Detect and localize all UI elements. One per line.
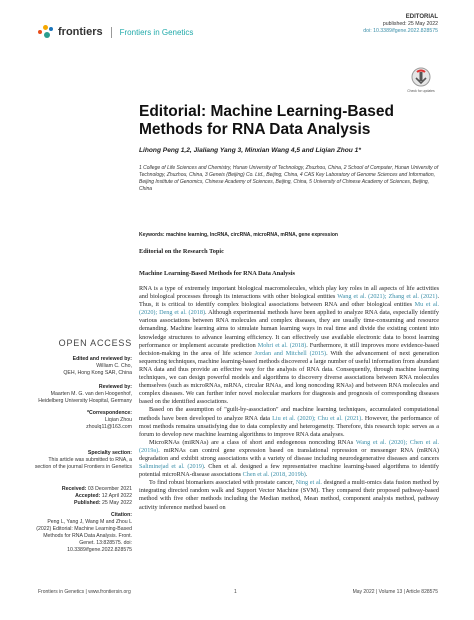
paragraph: MicroRNAs (miRNAs) are a class of short and endogenous noncoding RNAs Wang et al. (2020); Chen et al. (2019a). miRNAs can control gene expression based on translational repression or messenger RNA (mRNA) degradation and exhibit strong associations with a variety of disease including neurodegenerative diseases and cancers Saliminejad et al. (2019). Chen et al. designed a few representative machine learning-based algorithms to identify potential microRNA-disease associations Chen et al. (2018, 2019b). [139, 438, 439, 479]
citation-link[interactable]: Mohri et al. (2018) [257, 341, 307, 349]
frontiers-logo-icon [38, 24, 54, 40]
editorial-on-label: Editorial on the Research Topic [139, 248, 224, 255]
citation-link[interactable]: Mu et al. (2020); Deng et al. (2018) [139, 301, 439, 317]
correspondence-email[interactable]: zhoulq11@163.com [86, 423, 132, 430]
paragraph: To find robust biomarkers associated with prostate cancer, Ning et al. designed a multi-omics data fusion method by integrating directed random walk and Support Vector Machine (SVM). They compared their proposed pathway-based method with five other methods including the Median method, Mean method, component analysis method, pathway activity inference method based on [139, 479, 439, 511]
journal-name[interactable]: Frontiers in Genetics [119, 27, 194, 37]
doi-line[interactable]: doi: 10.3389/fgene.2022.828575 [363, 28, 438, 34]
citation-link[interactable]: Jordan and Mitchell (2015) [254, 349, 327, 357]
article-body [139, 285, 439, 512]
footer-journal[interactable]: Frontiers in Genetics | www.frontiersin.org [38, 589, 131, 595]
open-access-label: OPEN ACCESS [58, 338, 132, 348]
citation-link[interactable]: Chen et al. (2018, 2019b) [242, 471, 306, 479]
check-for-updates-badge[interactable] [408, 66, 434, 96]
sidebar-dates: Received: 03 December 2021 Accepted: 12 April 2022 Published: 25 May 2022 [61, 486, 132, 506]
sidebar-reviewed: Reviewed by: Maarten M. G. van den Hoogenhof, Heidelberg University Hospital, Germany [38, 384, 132, 404]
page-number: 1 [234, 589, 237, 595]
citation-link[interactable]: Wang et al. (2021); Zhang et al. (2021) [337, 293, 438, 301]
affiliations: 1 College of Life Sciences and Chemistry, Hunan University of Technology, Zhuzhou, China, 2 School of Computer, Hunan University of Technology, Zhuzhou, China, 3 Geneis (Beijing) Co. Ltd., Beijing, China, 4 CAS Key Laboratory of Genome Sciences and Information, Beijing Institute of Genomics, Chinese Academy of Sciences, Beijing, China, 5 University of Chinese Academy of Sciences, Beijing, China [139, 165, 439, 192]
article-type: EDITORIAL [405, 14, 438, 20]
divider [111, 27, 112, 38]
paragraph: Based on the assumption of "guilt-by-association" and machine learning techniques, accumulated computational methods have been developed to analyze RNA data Liu et al. (2020); Chu et al. (2021). However, the performance of most methods remains unsatisfying due to data complexity and heterogeneity. Therefore, this research topic serves as a forum to develop new machine learning algorithms to improve RNA data analyses. [139, 406, 439, 438]
citation-link[interactable]: Ning et al. [295, 479, 322, 487]
research-topic-title[interactable]: Machine Learning-Based Methods for RNA Data Analysis [139, 270, 295, 277]
sidebar-citation: Citation: Peng L, Yang J, Wang M and Zhou L (2022) Editorial: Machine Learning-Based Methods for RNA Data Analysis. Front. Genet. 13:828575. doi: 10.3389/fgene.2022.828575 [36, 512, 132, 553]
keywords: Keywords: machine learning, lncRNA, circRNA, microRNA, mRNA, gene expression [139, 232, 338, 238]
article-title: Editorial: Machine Learning-Based Methods for RNA Data Analysis [139, 103, 394, 138]
citation-link[interactable]: Liu et al. (2020); Chu et al. (2021) [272, 414, 362, 422]
sidebar-edited: Edited and reviewed by: William C. Cho, QEH, Hong Kong SAR, China [63, 356, 132, 376]
citation-link[interactable]: Wang et al. (2020); Chen et al. (2019a) [139, 438, 439, 454]
footer-issue: May 2022 | Volume 13 | Article 828575 [352, 589, 438, 595]
sidebar-correspondence: *Correspondence: Liqian Zhou zhoulq11@163.com [34, 410, 132, 431]
sidebar-specialty: Specialty section: This article was submitted to RNA, a section of the journal Frontiers in Genetics [34, 450, 132, 470]
published-line: published: 25 May 2022 [382, 21, 438, 27]
article-meta [363, 14, 438, 35]
paragraph: RNA is a type of extremely important biological macromolecules, which play key roles in all aspects of life activities and biological processes through its interactions with other biological entities Wang et al. (2021); Zhang et al. (2021). Thus, it is critical to identify complex biological associations between RNA and other biological entities Mu et al. (2020); Deng et al. (2018). Although experimental methods have been applied to analyze RNA data, especially identify various associations between RNA molecules and complex diseases, they are usually time-consuming and resource demanding. Machine learning aims to simulate human learning ways in real time and divide the existing content into knowledge structures to advance learning efficiency. It can effectively use available electronic data to boost learning performance or implement accurate prediction Mohri et al. (2018). Furthermore, it still improves more evidence-based decision-making in the area of life science Jordan and Mitchell (2015). With the advancement of next generation sequencing techniques, machine learning-based methods discovered a large number of useful information from abundant RNA data and thus provide an effective way for the analysis of RNA data. Consequently, through machine learning techniques, we can design powerful models and algorithms to discovery diverse associations between RNA molecules themselves (such as microRNAs, mRNA, circular RNAs, and long noncoding RNAs) and between RNA molecules and complex diseases. We can further infer novel molecular markers for diagnosis and prognosis of corresponding diseases based on the identified associations. [139, 285, 440, 406]
author-list: Lihong Peng 1,2, Jialiang Yang 3, Minxian Wang 4,5 and Liqian Zhou 1* [139, 147, 361, 154]
citation-link[interactable]: Saliminejad et al. (2019) [139, 463, 204, 471]
badge-label: Check for updates [407, 89, 435, 93]
frontiers-logo [38, 24, 193, 40]
brand-name: frontiers [58, 26, 103, 38]
